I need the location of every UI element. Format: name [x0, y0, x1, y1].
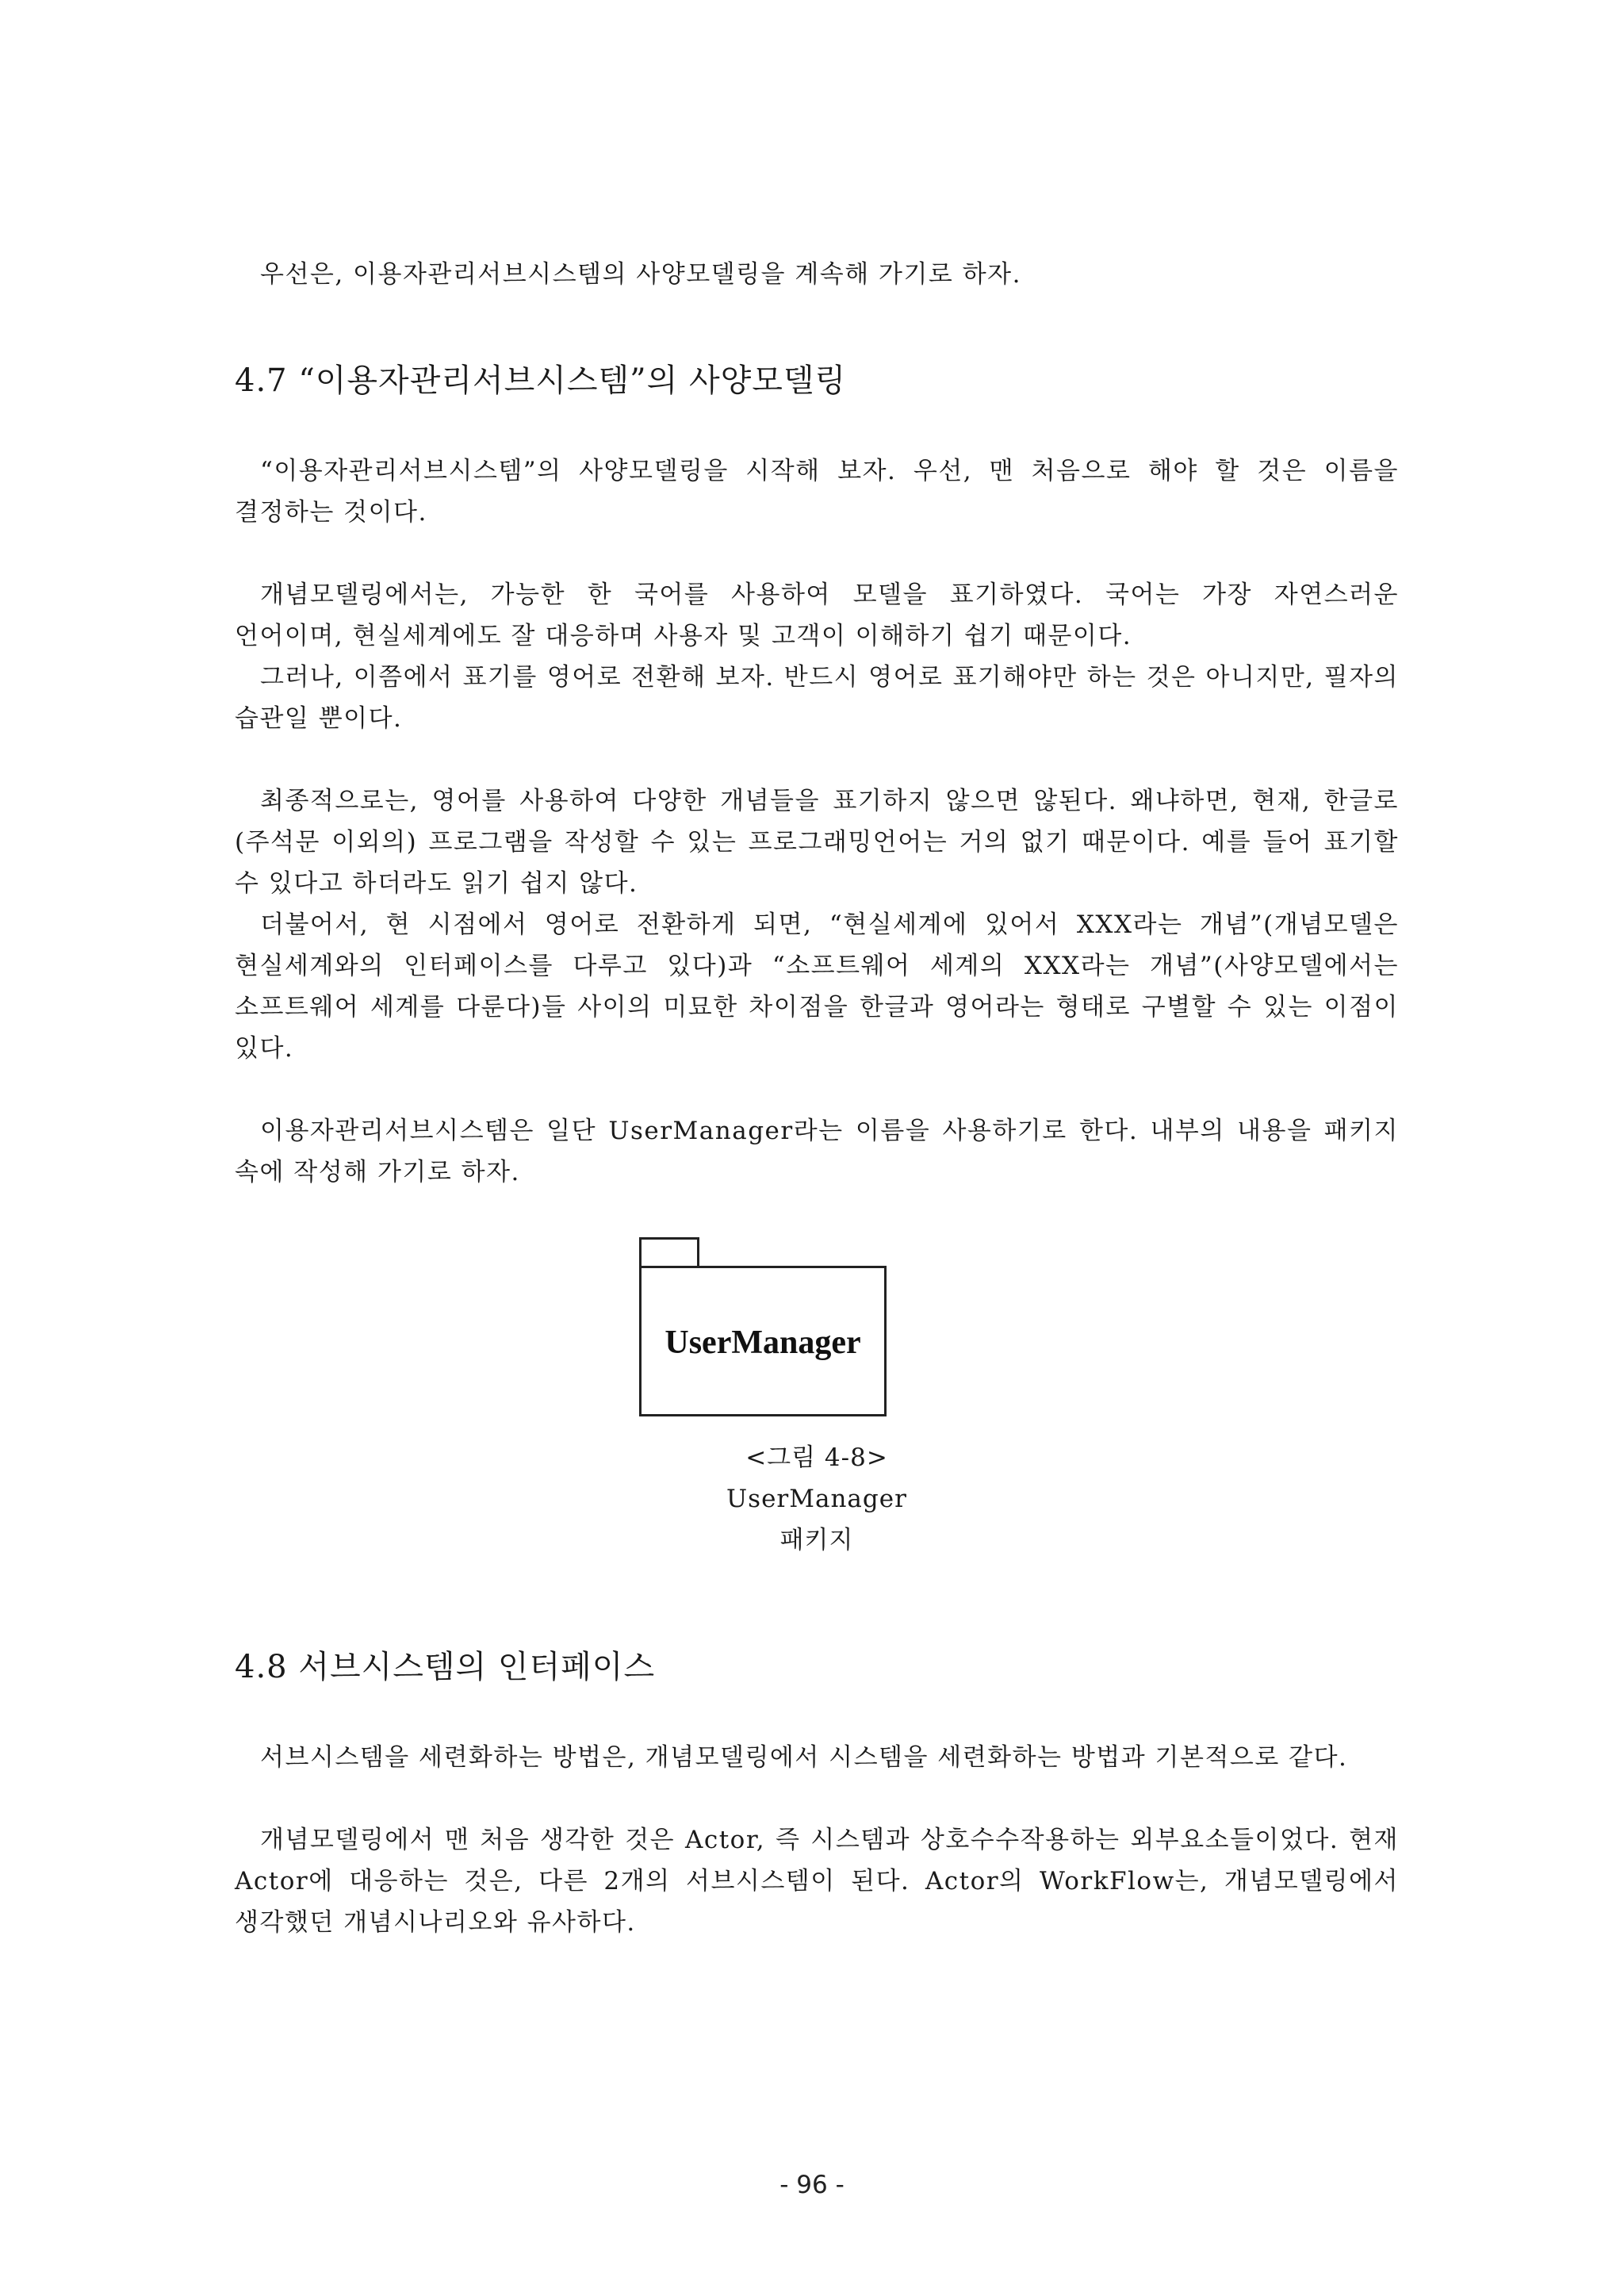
section-4-7-paragraph-1: “이용자관리서브시스템”의 사양모델링을 시작해 보자. 우선, 맨 처음으로 해야 할 것은 이름을 결정하는 것이다.	[235, 457, 1399, 527]
section-4-8-paragraph-2: 개념모델링에서 맨 처음 생각한 것은 Actor, 즉 시스템과 상호수수작용하는 외부요소들이었다. 현재 Actor에 대응하는 것은, 다른 2개의 서브시스템이 된다. Actor의 WorkFlow는, 개념모델링에서 생각했던 개념시나리오와 유사하다.	[235, 1826, 1399, 1937]
package-name: UserManager	[665, 1324, 861, 1361]
section-4-7-paragraph-3: 그러나, 이쯤에서 표기를 영어로 전환해 보자. 반드시 영어로 표기해야만 하는 것은 아니지만, 필자의 습관일 뿐이다.	[235, 663, 1399, 733]
package-box	[639, 1266, 887, 1416]
section-4-8-title: 4.8 서브시스템의 인터페이스	[235, 1649, 656, 1685]
usermanager-package-figure	[235, 1237, 1399, 1602]
section-4-7-paragraph-4: 최종적으로는, 영어를 사용하여 다양한 개념들을 표기하지 않으면 않된다. 왜냐하면, 현재, 한글로 (주석문 이외의) 프로그램을 작성할 수 있는 프로그래밍언어는 거의 없기 때문이다. 예를 들어 표기할 수 있다고 하더라도 읽기 쉽지 않다.	[235, 787, 1399, 898]
caption-figure-type: 패키지	[779, 1526, 854, 1554]
intro-paragraph: 우선은, 이용자관리서브시스템의 사양모델링을 계속해 가기로 하자.	[260, 260, 1021, 289]
page-number: - 96 -	[779, 2171, 845, 2199]
figure-caption	[235, 1437, 1399, 1561]
section-4-7-paragraph-6: 이용자관리서브시스템은 일단 UserManager라는 이름을 사용하기로 한다. 내부의 내용을 패키지 속에 작성해 가기로 하자.	[235, 1117, 1399, 1186]
section-4-7-title: 4.7 “이용자관리서브시스템”의 사양모델링	[235, 362, 847, 399]
section-4-8-paragraph-1: 서브시스템을 세련화하는 방법은, 개념모델링에서 시스템을 세련화하는 방법과 기본적으로 같다.	[260, 1743, 1348, 1772]
document-page	[235, 254, 1399, 1943]
package-tab	[639, 1237, 699, 1267]
section-4-7-paragraph-5: 더불어서, 현 시점에서 영어로 전환하게 되면, “현실세계에 있어서 XXX라는 개념”(개념모델은 현실세계와의 인터페이스를 다루고 있다)과 “소프트웨어 세계의 XXX라는 개념”(사양모델에서는 소프트웨어 세계를 다룬다)들 사이의 미묘한 차이점을 한글과 영어라는 형태로 구별할 수 있는 이점이 있다.	[235, 910, 1399, 1063]
caption-figure-number: <그림 4-8>	[745, 1443, 888, 1472]
caption-figure-name: UserManager	[726, 1485, 907, 1513]
section-4-7-paragraph-2: 개념모델링에서는, 가능한 한 국어를 사용하여 모델을 표기하였다. 국어는 가장 자연스러운 언어이며, 현실세계에도 잘 대응하며 사용자 및 고객이 이해하기 쉽기 때문이다.	[235, 581, 1399, 650]
